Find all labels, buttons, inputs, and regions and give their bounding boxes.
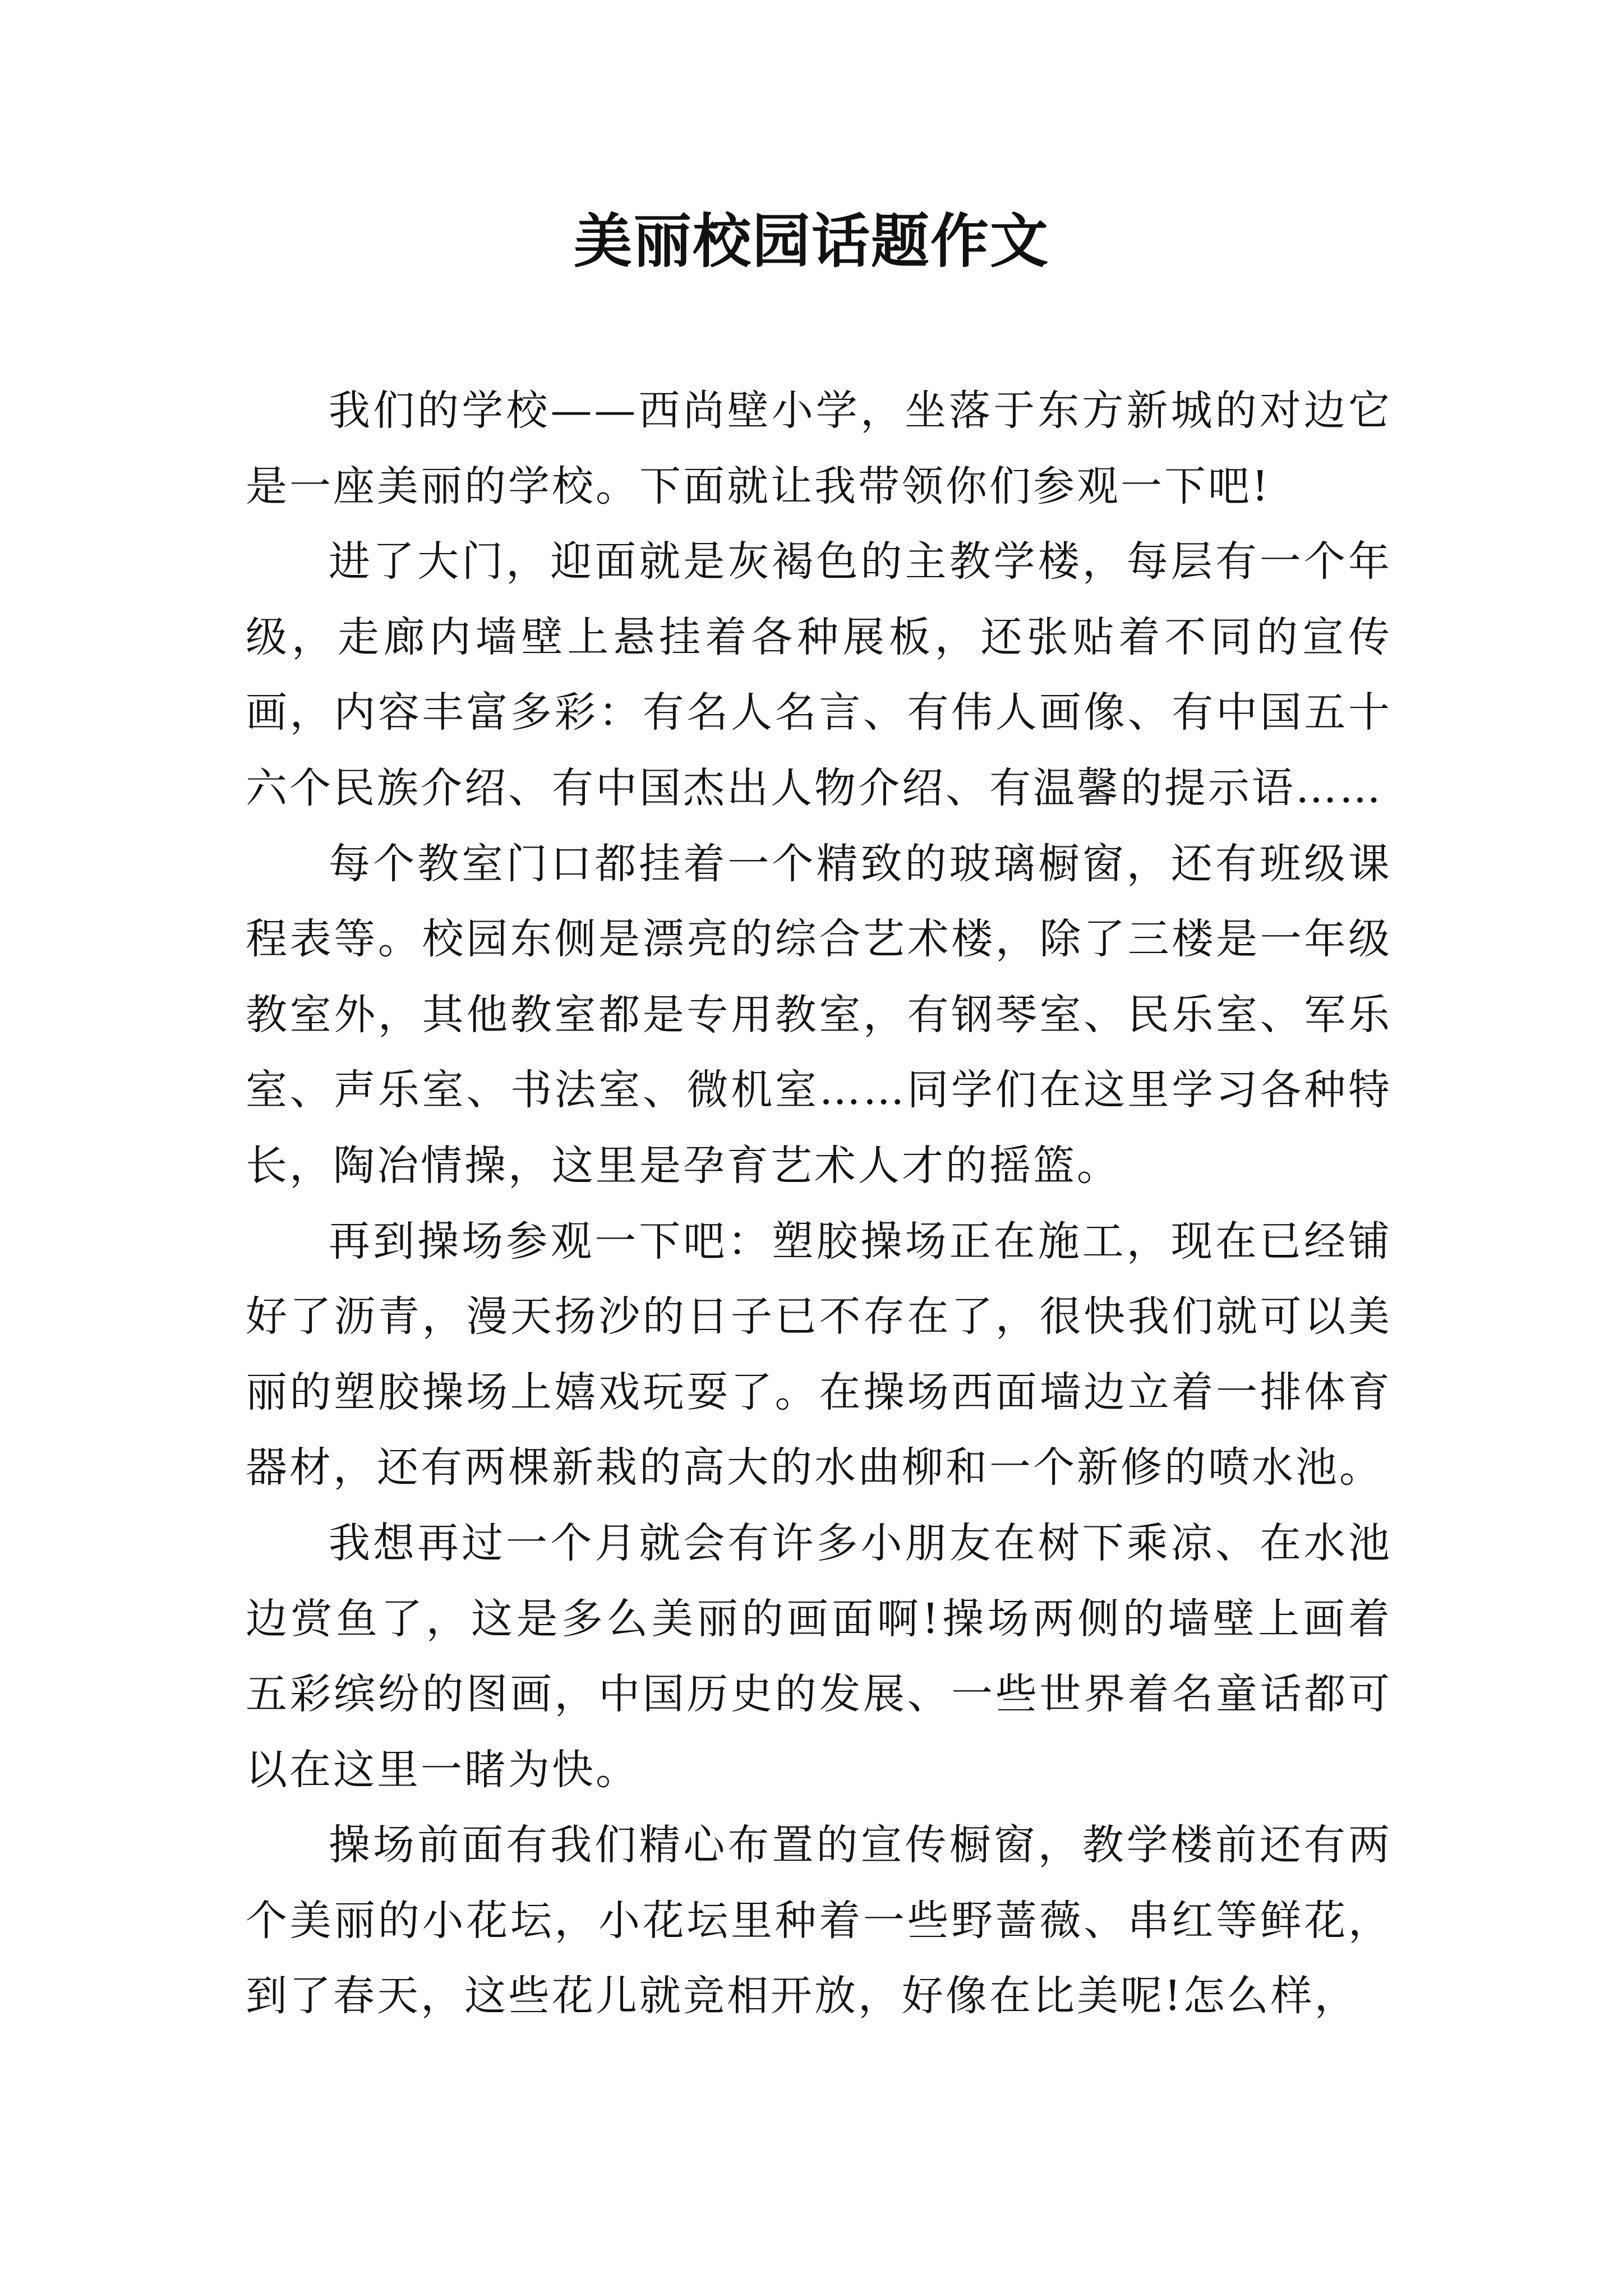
- paragraph-2: 进了大门，迎面就是灰褐色的主教学楼，每层有一个年级，走廊内墙壁上悬挂着各种展板，还张贴着不同的宣传画，内容丰富多彩：有名人名言、有伟人画像、有中国五十六个民族介绍、有中国杰出人物介绍、有温馨的提示语……: [246, 537, 1392, 812]
- paragraph-5: 我想再过一个月就会有许多小朋友在树下乘凉、在水池边赏鱼了，这是多么美丽的画面啊!操场两侧的墙壁上画着五彩缤纷的图画，中国历史的发展、一些世界着名童话都可以在这里一睹为快。: [246, 1519, 1392, 1794]
- document-body: [246, 373, 1392, 2034]
- document-title: 美丽校园话题作文: [573, 206, 1049, 275]
- paragraph-1: 我们的学校——西尚壁小学，坐落于东方新城的对边它是一座美丽的学校。下面就让我带领你们参观一下吧!: [246, 386, 1392, 510]
- paragraph-3: 每个教室门口都挂着一个精致的玻璃橱窗，还有班级课程表等。校园东侧是漂亮的综合艺术楼，除了三楼是一年级教室外，其他教室都是专用教室，有钢琴室、民乐室、军乐室、声乐室、书法室、微机室……同学们在这里学习各种特长，陶冶情操，这里是孕育艺术人才的摇篮。: [246, 839, 1392, 1190]
- paragraph-4: 再到操场参观一下吧：塑胶操场正在施工，现在已经铺好了沥青，漫天扬沙的日子已不存在了，很快我们就可以美丽的塑胶操场上嬉戏玩耍了。在操场西面墙边立着一排体育器材，还有两棵新栽的高大的水曲柳和一个新修的喷水池。: [246, 1217, 1392, 1492]
- paragraph-6: 操场前面有我们精心布置的宣传橱窗，教学楼前还有两个美丽的小花坛，小花坛里种着一些野蔷薇、串红等鲜花，到了春天，这些花儿就竞相开放，好像在比美呢!怎么样，: [246, 1821, 1392, 2021]
